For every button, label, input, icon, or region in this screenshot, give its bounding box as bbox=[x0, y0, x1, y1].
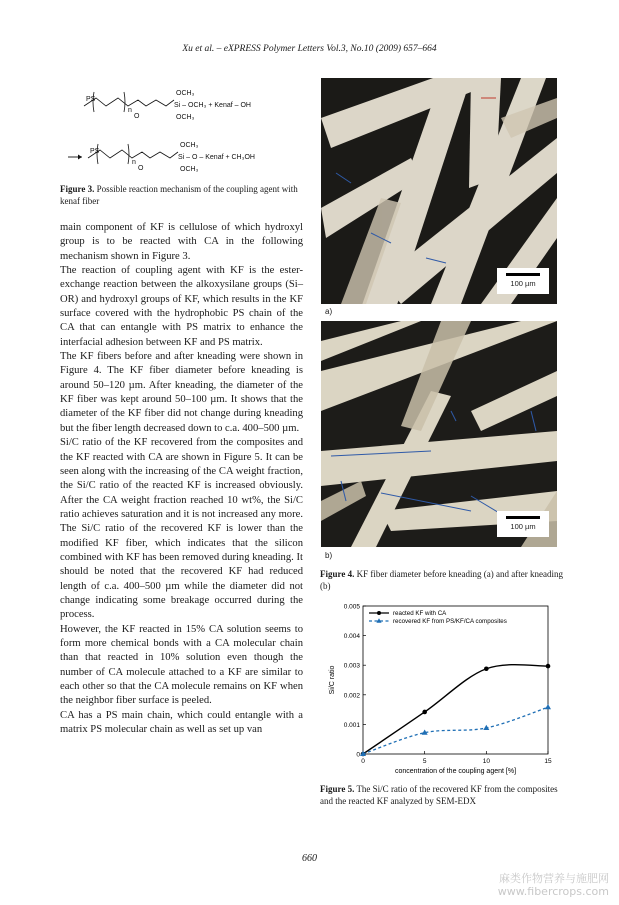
figure-4b-micrograph bbox=[321, 321, 557, 547]
data-point-recovered-kf bbox=[483, 725, 489, 730]
watermark bbox=[498, 872, 609, 898]
figure-5-caption bbox=[320, 783, 565, 807]
series-layer bbox=[360, 664, 551, 757]
figure-4-text: KF fiber diameter before kneading (a) and after kneading (b) bbox=[320, 569, 564, 591]
left-column-text bbox=[60, 221, 303, 737]
scheme-n-1: n bbox=[128, 107, 132, 114]
y-tick-label: 0 bbox=[356, 751, 360, 759]
series-line-reacted-kf bbox=[363, 665, 548, 754]
figure-4a-label: a) bbox=[325, 307, 333, 316]
x-axis-ticks bbox=[361, 751, 552, 765]
x-tick-label: 15 bbox=[544, 758, 552, 765]
page-number: 660 bbox=[302, 853, 317, 864]
paragraph: Si/C ratio of the KF recovered from the composites and the KF reacted with CA are shown in Figure 5. It can be seen along with the increasing of the CA weight fraction, the Si/C ratio of the reacted KF is increased obviously. After the CA weight fraction reached 10 wt%, the Si/C ratio achieves saturation and it is not increased any more. bbox=[60, 437, 303, 520]
y-axis-label: Si/C ratio bbox=[329, 665, 336, 695]
scale-bar-b bbox=[497, 511, 549, 537]
scale-bar-a-label: 100 µm bbox=[510, 279, 536, 288]
scheme-och3-2b: OCH₃ bbox=[180, 166, 199, 173]
si-c-ratio-chart bbox=[318, 598, 563, 778]
running-header: Xu et al. – eXPRESS Polymer Letters Vol.3, No.10 (2009) 657–664 bbox=[182, 44, 437, 54]
plot-frame bbox=[363, 606, 548, 754]
y-tick-label: 0.003 bbox=[343, 662, 360, 670]
scheme-line1: Si – OCH₃ + Kenaf – OH bbox=[174, 102, 251, 109]
scheme-och3-1a: OCH₃ bbox=[176, 90, 195, 97]
figure-3-caption bbox=[60, 183, 300, 207]
data-point-recovered-kf bbox=[545, 704, 551, 709]
paragraph: main component of KF is cellulose of which hydroxyl group is to be reacted with CA in the following mechanism shown in Figure 3. bbox=[60, 222, 303, 262]
legend-label: recovered KF from PS/KF/CA composites bbox=[393, 618, 507, 626]
scheme-line2: Si – O – Kenaf + CH₃OH bbox=[178, 154, 255, 161]
x-tick-label: 10 bbox=[482, 758, 490, 765]
reaction-scheme bbox=[48, 82, 298, 182]
legend-marker-reacted-kf bbox=[377, 611, 381, 615]
figure-5-label: Figure 5. bbox=[320, 784, 355, 794]
scale-bar-line bbox=[506, 516, 540, 519]
scheme-och3-1b: OCH₃ bbox=[176, 114, 195, 121]
paragraph: CA has a PS main chain, which could entangle with a matrix PS molecular chain as well as set up van bbox=[60, 709, 303, 736]
figure-5-text: The Si/C ratio of the recovered KF from the composites and the reacted KF analyzed by SEM-EDX bbox=[320, 784, 558, 806]
scheme-ps-1: PS bbox=[86, 96, 96, 103]
paragraph: However, the KF reacted in 15% CA solution seems to form more chemical bonds with a CA molecular chain than that reacted in 10% solution even though the number of CA molecule attached to a KF are similar to each other so that the CA molecule remains on KF when the neighbor fiber surface is peeled. bbox=[60, 623, 303, 707]
scheme-ps-2: PS bbox=[90, 148, 100, 155]
data-point-reacted-kf bbox=[422, 710, 427, 715]
figure-4-label: Figure 4. bbox=[320, 569, 355, 579]
figure-4-caption bbox=[320, 568, 565, 592]
series-line-recovered-kf bbox=[363, 707, 548, 754]
y-tick-label: 0.001 bbox=[343, 721, 360, 729]
paragraph: The KF fibers before and after kneading were shown in Figure 4. The KF fiber diameter before kneading is around 50–120 µm. After kneading, the diameter of the KF fiber was kept around 50–100 µm. It shows that the diameter of the KF fiber did not change during kneading but the fiber length decreased down to c.a. 400–500 µm. bbox=[60, 351, 303, 434]
y-tick-label: 0.004 bbox=[343, 633, 360, 641]
figure-3-label: Figure 3. bbox=[60, 184, 95, 194]
scale-bar-b-label: 100 µm bbox=[510, 522, 536, 531]
data-point-reacted-kf bbox=[484, 666, 489, 671]
chart-legend bbox=[369, 610, 507, 625]
y-tick-label: 0.005 bbox=[343, 603, 360, 611]
scheme-o-2: O bbox=[138, 165, 144, 172]
scale-bar-line bbox=[506, 273, 540, 276]
scheme-och3-2a: OCH₃ bbox=[180, 142, 199, 149]
x-tick-label: 5 bbox=[422, 758, 427, 765]
data-point-reacted-kf bbox=[546, 664, 551, 669]
x-axis-label: concentration of the coupling agent [%] bbox=[394, 768, 517, 775]
figure-4b-label: b) bbox=[325, 551, 333, 560]
figure-3-text: Possible reaction mechanism of the coupling agent with kenaf fiber bbox=[60, 184, 298, 206]
legend-label: reacted KF with CA bbox=[393, 610, 447, 618]
x-tick-label: 0 bbox=[361, 758, 365, 765]
paragraph: The Si/C ratio of the recovered KF is lower than the modified KF fiber, which indicates that the silicon combined with KF has been removed during kneading. It should be noted that the recovered KF had reduced length of c.a. 400–500 µm while the diameter did not change indicating some breakage occurred during the process. bbox=[60, 523, 303, 621]
y-tick-label: 0.002 bbox=[343, 692, 360, 700]
watermark-line-2: www.fibercrops.com bbox=[497, 885, 609, 898]
figure-4a-micrograph bbox=[321, 78, 557, 304]
scale-bar-a bbox=[497, 268, 549, 294]
scheme-o-1: O bbox=[134, 113, 140, 120]
watermark-line-1: 麻类作物营养与施肥网 bbox=[499, 872, 609, 885]
scheme-n-2: n bbox=[132, 159, 136, 166]
paragraph: The reaction of coupling agent with KF is the ester-exchange reaction between the alkoxysilane groups (Si–OR) and hydroxyl groups of KF, which results in the KF surface covered with the hydrophobic PS chain of the CA that can entangle with PS matrix to enhance the interfacial adhesion between KF and PS matrix. bbox=[60, 265, 303, 348]
